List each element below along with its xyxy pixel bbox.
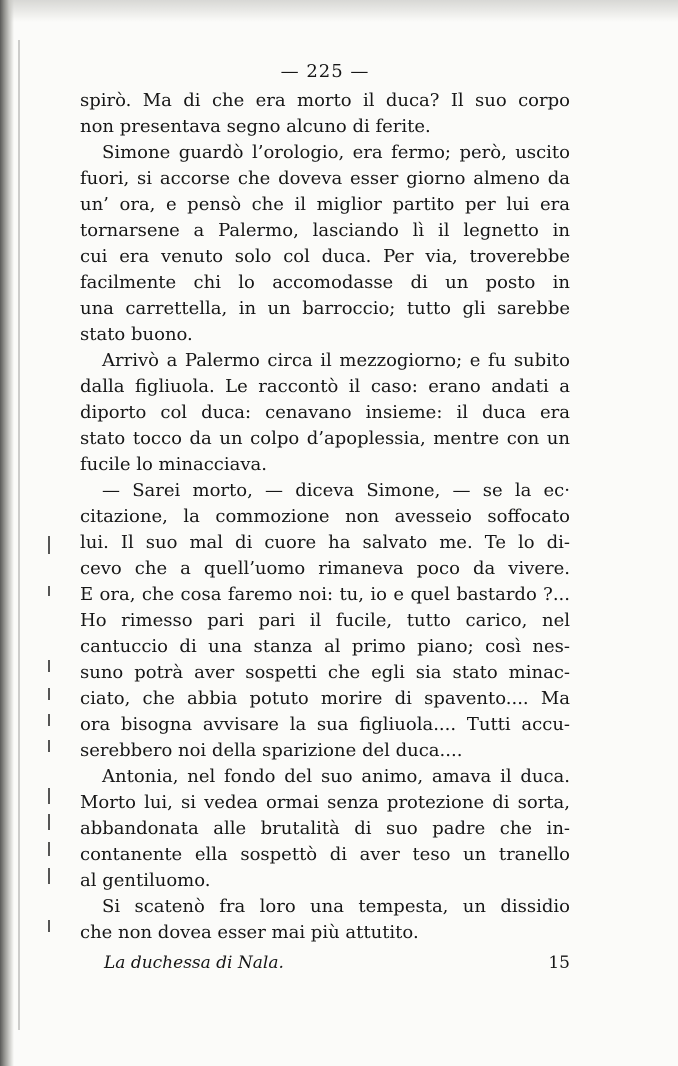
- text-line: dalla figliuola. Le raccontò il caso: erano andati a: [80, 376, 570, 397]
- margin-mark: [48, 814, 50, 830]
- text-line: Antonia, nel fondo del suo animo, amava il duca.: [102, 766, 570, 787]
- text-line: ora bisogna avvisare la sua figliuola.... Tutti accu-: [80, 714, 570, 735]
- body-text: [80, 88, 570, 946]
- text-line: tornarsene a Palermo, lasciando lì il legnetto in: [80, 220, 570, 241]
- book-page: [80, 58, 570, 976]
- margin-mark: [48, 740, 50, 752]
- margin-mark: [48, 586, 50, 596]
- text-line: cui era venuto solo col duca. Per via, troverebbe: [80, 246, 570, 267]
- text-line: che non dovea esser mai più attutito.: [80, 922, 419, 943]
- text-line: cantuccio di una stanza al primo piano; così nes-: [80, 636, 570, 657]
- text-line: serebbero noi della sparizione del duca....: [80, 740, 463, 761]
- text-line: Si scatenò fra loro una tempesta, un dissidio: [102, 896, 570, 917]
- text-line: stato buono.: [80, 324, 193, 345]
- margin-mark: [48, 868, 50, 884]
- text-line: Arrivò a Palermo circa il mezzogiorno; e fu subito: [102, 350, 570, 371]
- text-line: una carrettella, in un barroccio; tutto gli sarebbe: [80, 298, 570, 319]
- running-title: La duchessa di Nala.: [104, 953, 284, 973]
- text-line: — Sarei morto, — diceva Simone, — se la ec·: [102, 480, 570, 501]
- text-line: non presentava segno alcuno di ferite.: [80, 116, 431, 137]
- margin-marks: [48, 530, 62, 950]
- signature-mark: 15: [548, 953, 570, 973]
- text-line: abbandonata alle brutalità di suo padre che in-: [80, 818, 570, 839]
- page-top-edge: [0, 0, 678, 22]
- text-line: Ho rimesso pari pari il fucile, tutto carico, nel: [80, 610, 570, 631]
- margin-mark: [48, 536, 50, 554]
- text-line: fucile lo minacciava.: [80, 454, 267, 475]
- margin-mark: [48, 920, 50, 932]
- text-line: un’ ora, e pensò che il miglior partito per lui era: [80, 194, 570, 215]
- margin-mark: [48, 714, 50, 726]
- text-line: Morto lui, si vedea ormai senza protezione di sorta,: [80, 792, 570, 813]
- text-line: fuori, si accorse che doveva esser giorno almeno da: [80, 168, 570, 189]
- text-line: E ora, che cosa faremo noi: tu, io e quel bastardo ?...: [80, 584, 570, 605]
- text-line: contanente ella sospettò di aver teso un tranello: [80, 844, 570, 865]
- text-line: ciato, che abbia potuto morire di spavento.... Ma: [80, 688, 570, 709]
- text-line: facilmente chi lo accomodasse di un posto in: [80, 272, 570, 293]
- text-line: stato tocco da un colpo d’apoplessia, mentre con un: [80, 428, 570, 449]
- page-number: — 225 —: [280, 61, 370, 82]
- text-line: diporto col duca: cenavano insieme: il duca era: [80, 402, 570, 423]
- binding-gutter-line: [18, 40, 20, 1030]
- text-line: al gentiluomo.: [80, 870, 211, 891]
- page-footer: [80, 950, 570, 976]
- margin-mark: [48, 688, 50, 700]
- text-line: spirò. Ma di che era morto il duca? Il suo corpo: [80, 90, 570, 111]
- text-line: suno potrà aver sospetti che egli sia stato minac-: [80, 662, 570, 683]
- margin-mark: [48, 788, 50, 804]
- text-line: Simone guardò l’orologio, era fermo; però, uscito: [102, 142, 570, 163]
- binding-gutter-shadow: [0, 0, 14, 1066]
- margin-mark: [48, 660, 50, 672]
- text-line: citazione, la commozione non avesseio soffocato: [80, 506, 570, 527]
- text-line: lui. Il suo mal di cuore ha salvato me. Te lo di-: [80, 532, 570, 553]
- text-line: cevo che a quell’uomo rimaneva poco da vivere.: [80, 558, 570, 579]
- margin-mark: [48, 842, 50, 856]
